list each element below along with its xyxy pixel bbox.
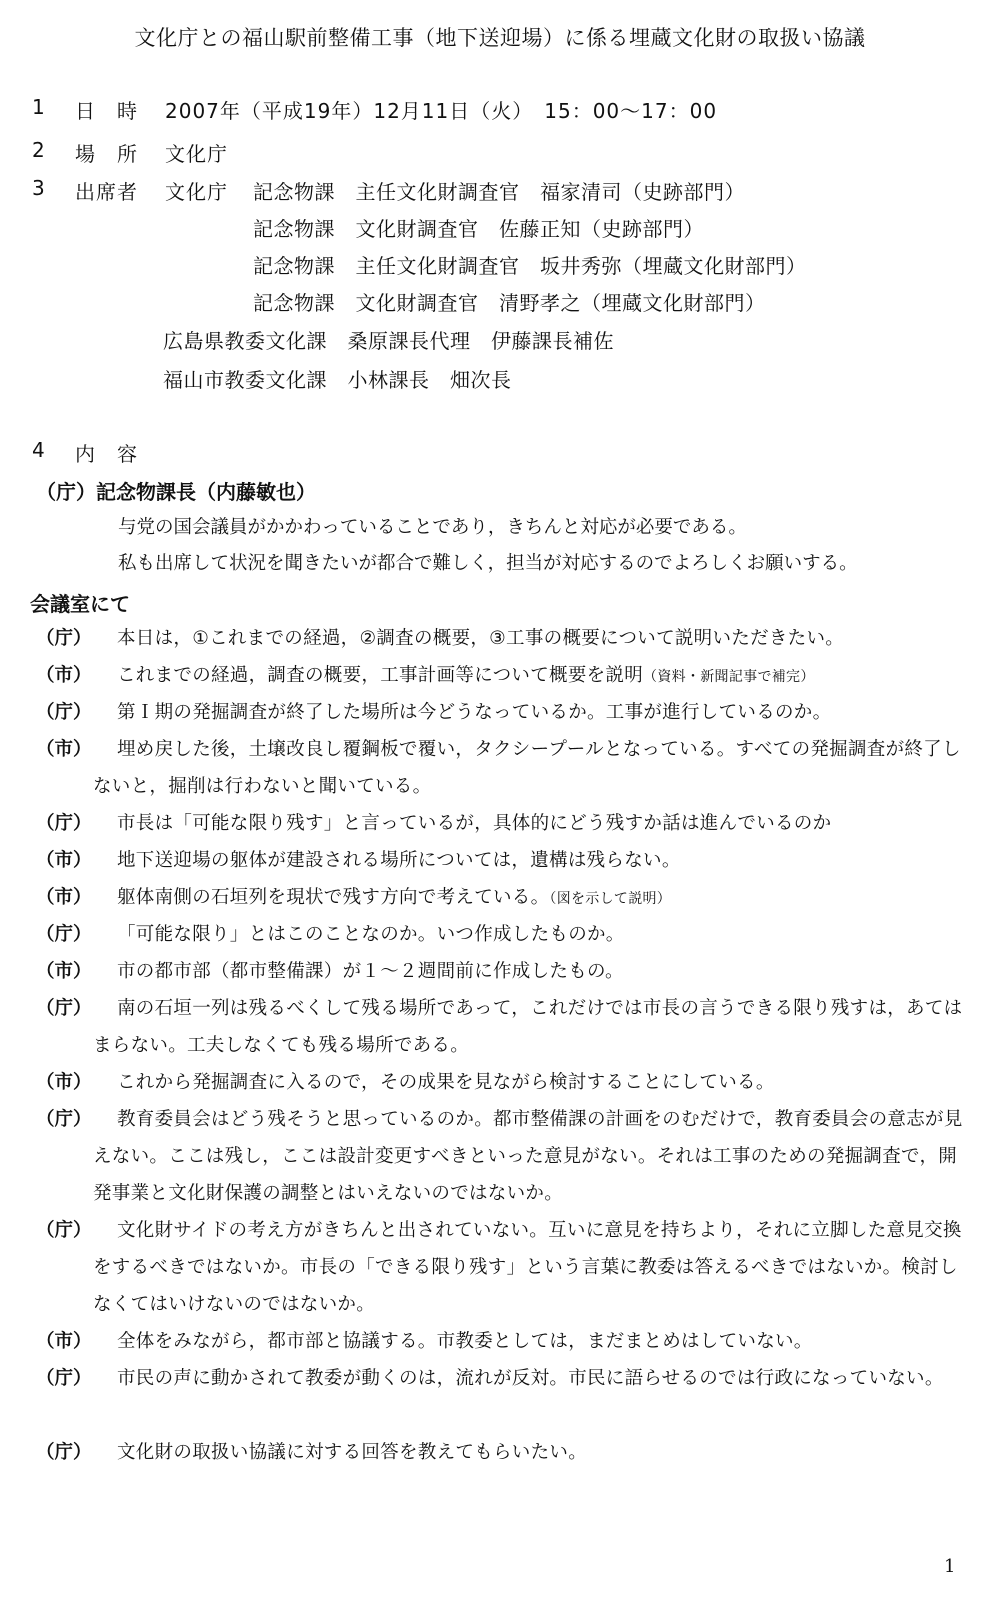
speaker-label: （庁） bbox=[36, 628, 92, 649]
intro-speaker: （庁）記念物課長（内藤敏也） bbox=[36, 480, 316, 504]
content-heading bbox=[0, 438, 1000, 468]
speaker-label: （市） bbox=[36, 1072, 92, 1093]
speaker-label: （市） bbox=[36, 850, 92, 871]
speaker-label: （市） bbox=[36, 665, 92, 686]
meeting-heading: 会議室にて bbox=[30, 592, 130, 616]
dialogue-text: 文化財の取扱い協議に対する回答を教えてもらいたい。 bbox=[117, 1442, 588, 1463]
attendee-line: 記念物課 文化財調査官 佐藤正知（史跡部門） bbox=[253, 217, 704, 241]
speaker-label: （市） bbox=[36, 887, 92, 908]
attendees-number: 3 bbox=[32, 176, 46, 200]
dialogue-note: （資料・新聞記事で補完） bbox=[643, 669, 815, 685]
place-label: 場 所 bbox=[75, 142, 138, 166]
speaker-label: （庁） bbox=[36, 813, 92, 834]
intro-line: 私も出席して状況を聞きたいが都合で難しく，担当が対応するのでよろしくお願いする。 bbox=[118, 553, 858, 574]
place-row bbox=[0, 138, 1000, 168]
content-label: 内 容 bbox=[75, 442, 138, 466]
date-label: 日 時 bbox=[75, 99, 138, 123]
dialogue-text: 埋め戻した後，土壌改良し覆鋼板で覆い，タクシープールとなっている。すべての発掘調査が終了しないと，掘削は行わないと聞いている。 bbox=[93, 739, 961, 797]
dialogue-text: 地下送迎場の躯体が建設される場所については，遺構は残らない。 bbox=[117, 850, 681, 871]
dialogue-text: 第Ｉ期の発掘調査が終了した場所は今どうなっているか。工事が進行しているのか。 bbox=[117, 702, 832, 723]
dialogue-text: 全体をみながら，都市部と協議する。市教委としては，まだまとめはしていない。 bbox=[117, 1331, 813, 1352]
dialogue-text: 文化財サイドの考え方がきちんと出されていない。互いに意見を持ちより，それに立脚した意見交換をするべきではないか。市長の「できる限り残す」という言葉に教委は答えるべきではないか。検討しなくてはいけないのではないか。 bbox=[93, 1220, 962, 1315]
dialogue-text: これから発掘調査に入るので，その成果を見ながら検討することにしている。 bbox=[117, 1072, 775, 1093]
dialogue-text: 「可能な限り」とはこのことなのか。いつ作成したものか。 bbox=[117, 924, 625, 945]
attendee-line: 記念物課 主任文化財調査官 坂井秀弥（埋蔵文化財部門） bbox=[253, 254, 807, 278]
date-row bbox=[0, 95, 1000, 125]
dialogue-text: 教育委員会はどう残そうと思っているのか。都市整備課の計画をのむだけで，教育委員会の意志が見えない。ここは残し，ここは設計変更すべきといった意見がない。それは工事のための発掘調査で，開発事業と文化財保護の調整とはいえないのではないか。 bbox=[93, 1109, 963, 1204]
attendee-line: 広島県教委文化課 桑原課長代理 伊藤課長補佐 bbox=[163, 329, 614, 353]
dialogue-text: 躯体南側の石垣列を現状で残す方向で考えている。（図を示して説明） bbox=[117, 887, 672, 908]
speaker-label: （市） bbox=[36, 1331, 92, 1352]
speaker-label: （庁） bbox=[36, 1220, 92, 1241]
dialogue-text: これまでの経過，調査の概要，工事計画等について概要を説明（資料・新聞記事で補完） bbox=[117, 665, 815, 686]
attendee-line: 福山市教委文化課 小林課長 畑次長 bbox=[163, 368, 512, 392]
dialogue-text: 南の石垣一列は残るべくして残る場所であって，これだけでは市長の言うできる限り残すは，あてはまらない。工夫しなくても残る場所である。 bbox=[93, 998, 963, 1056]
intro-line: 与党の国会議員がかかわっていることであり，きちんと対応が必要である。 bbox=[118, 517, 747, 538]
speaker-label: （庁） bbox=[36, 924, 92, 945]
dialogue-text: 市長は「可能な限り残す」と言っているが，具体的にどう残すか話は進んでいるのか bbox=[117, 813, 832, 834]
date-number: 1 bbox=[32, 95, 46, 119]
attendees-label: 出席者 bbox=[75, 180, 138, 204]
page-number: 1 bbox=[944, 1556, 956, 1577]
attendees-org: 文化庁 bbox=[165, 180, 228, 204]
attendee-line: 記念物課 主任文化財調査官 福家清司（史跡部門） bbox=[253, 180, 745, 204]
dialogue-text: 本日は，①これまでの経過，②調査の概要，③工事の概要について説明いただきたい。 bbox=[117, 628, 845, 649]
dialogue-text: 市の都市部（都市整備課）が１～２週間前に作成したもの。 bbox=[117, 961, 624, 982]
speaker-label: （市） bbox=[36, 739, 92, 760]
dialogue-note: （図を示して説明） bbox=[549, 891, 672, 907]
dialogue-text: 市民の声に動かされて教委が動くのは，流れが反対。市民に語らせるのでは行政になっていない。 bbox=[117, 1368, 944, 1389]
date-value: 2007年（平成19年）12月11日（火） 15：00～17：00 bbox=[165, 99, 718, 123]
attendee-line: 記念物課 文化財調査官 清野孝之（埋蔵文化財部門） bbox=[253, 291, 766, 315]
place-value: 文化庁 bbox=[165, 142, 228, 166]
speaker-label: （庁） bbox=[36, 1442, 92, 1463]
speaker-label: （庁） bbox=[36, 998, 92, 1019]
speaker-label: （庁） bbox=[36, 1109, 92, 1130]
document-title: 文化庁との福山駅前整備工事（地下送迎場）に係る埋蔵文化財の取扱い協議 bbox=[134, 26, 866, 50]
place-number: 2 bbox=[32, 138, 46, 162]
speaker-label: （庁） bbox=[36, 1368, 92, 1389]
speaker-label: （市） bbox=[36, 961, 92, 982]
content-number: 4 bbox=[32, 438, 46, 462]
speaker-label: （庁） bbox=[36, 702, 92, 723]
